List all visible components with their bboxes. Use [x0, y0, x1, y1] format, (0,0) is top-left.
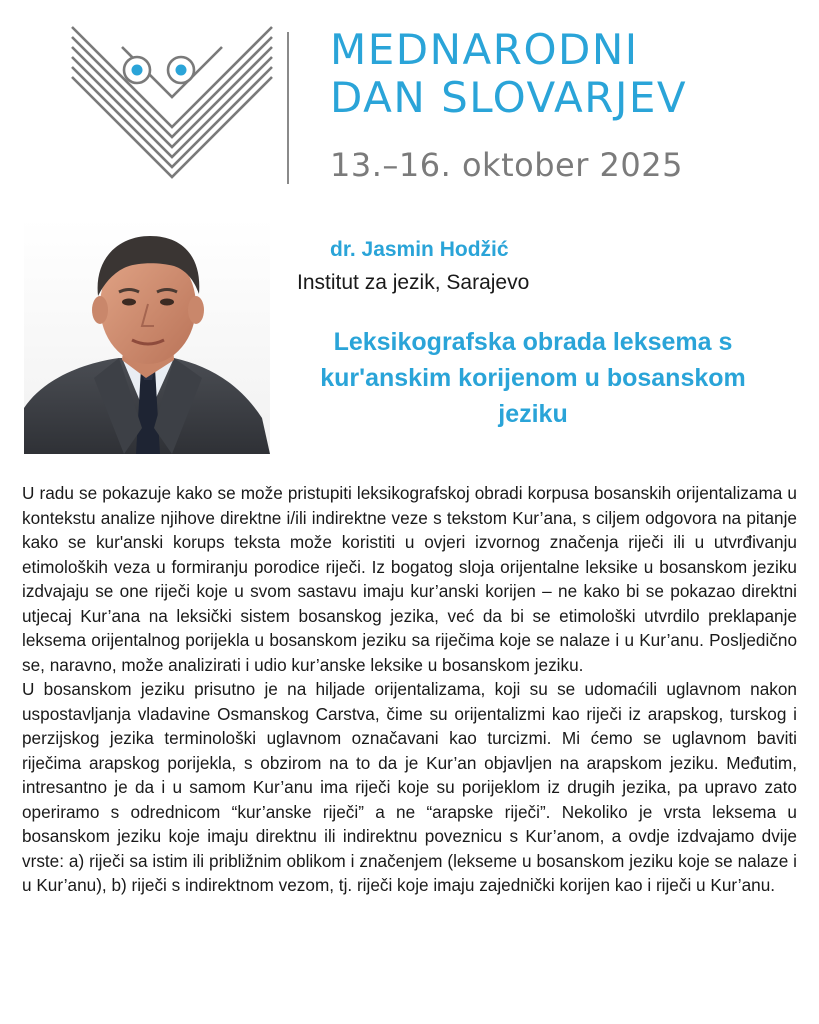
speaker-institution: Institut za jezik, Sarajevo	[297, 271, 530, 294]
abstract-paragraph-1: U radu se pokazuje kako se može pristupiti leksikografskoj obradi korpusa bosanskih orijentalizama u kontekstu analize njihove direktne i/ili indirektne veze s tekstom Kur’ana, s ciljem odgovora na pitanje kako se kur'anski korups teksta može koristiti u ovjeri izvornog značenja riječi ili u utvrđivanju etimoloških veza u formiranju porodice riječi. Iz bogatog sloja orijentalne leksike u bosanskom jeziku izdvajaju se one riječi koje u svom sastavu imaju kur’anski korijen – ne kako bi se pokazao direktni utjecaj Kur’ana na leksički sistem bosanskog jezika, već da bi se etimološki utvrdilo preklapanje leksema orijentalnog porijekla u bosanskom jeziku sa riječima koje se nalaze i u Kur’anu. Posljedično se, naravno, može analizirati i udio kur’anske leksike u bosanskom jeziku.	[22, 483, 797, 675]
speaker-portrait-icon	[24, 218, 270, 454]
event-title-line1: MEDNARODNI	[330, 25, 639, 74]
abstract-paragraph-2: U bosanskom jeziku prisutno je na hiljade orijentalizama, koji su se udomaćili uglavnom nakon uspostavljanja vladavine Osmanskog Carstva, čime su orijentalizmi kao riječi iz arapskog, turskog i perzijskog jezika terminološki uglavnom označavani kao turcizmi. Mi ćemo se uglavnom baviti riječima arapskog porijekla, s obzirom na to da je Kur’an objavljen na arapskom jeziku. Međutim, intresantno je da i u samom Kur’anu ima riječi koje su porijeklom iz drugih jezika, pa upravo zato operiramo s odrednicom “kur’anske riječi” a ne “arapske riječi”. Nekoliko je vrsta leksema u bosanskom jeziku koje imaju direktnu ili indirektnu poveznicu s Kur’anom, a ovdje izdvajamo dvije vrste: a) riječi sa istim ili približnim oblikom i značenjem (lekseme u bosanskom jeziku koje se nalaze i u Kur’anu), b) riječi s indirektnom vezom, tj. riječi koje imaju zajednički korijen kao i riječi u Kur’anu.	[22, 679, 797, 895]
event-dates: 13.–16. oktober 2025	[330, 146, 683, 184]
abstract	[22, 481, 797, 898]
speaker-name: dr. Jasmin Hodžić	[330, 238, 509, 261]
event-logo	[70, 25, 275, 185]
talk-title: Leksikografska obrada leksema s kur'anskim korijenom u bosanskom jeziku	[320, 328, 746, 428]
event-title-line2: DAN SLOVARJEV	[330, 73, 688, 122]
event-title	[330, 26, 687, 122]
book-owl-logo-icon	[70, 25, 275, 185]
header-divider	[287, 32, 289, 184]
speaker-photo	[24, 218, 270, 454]
